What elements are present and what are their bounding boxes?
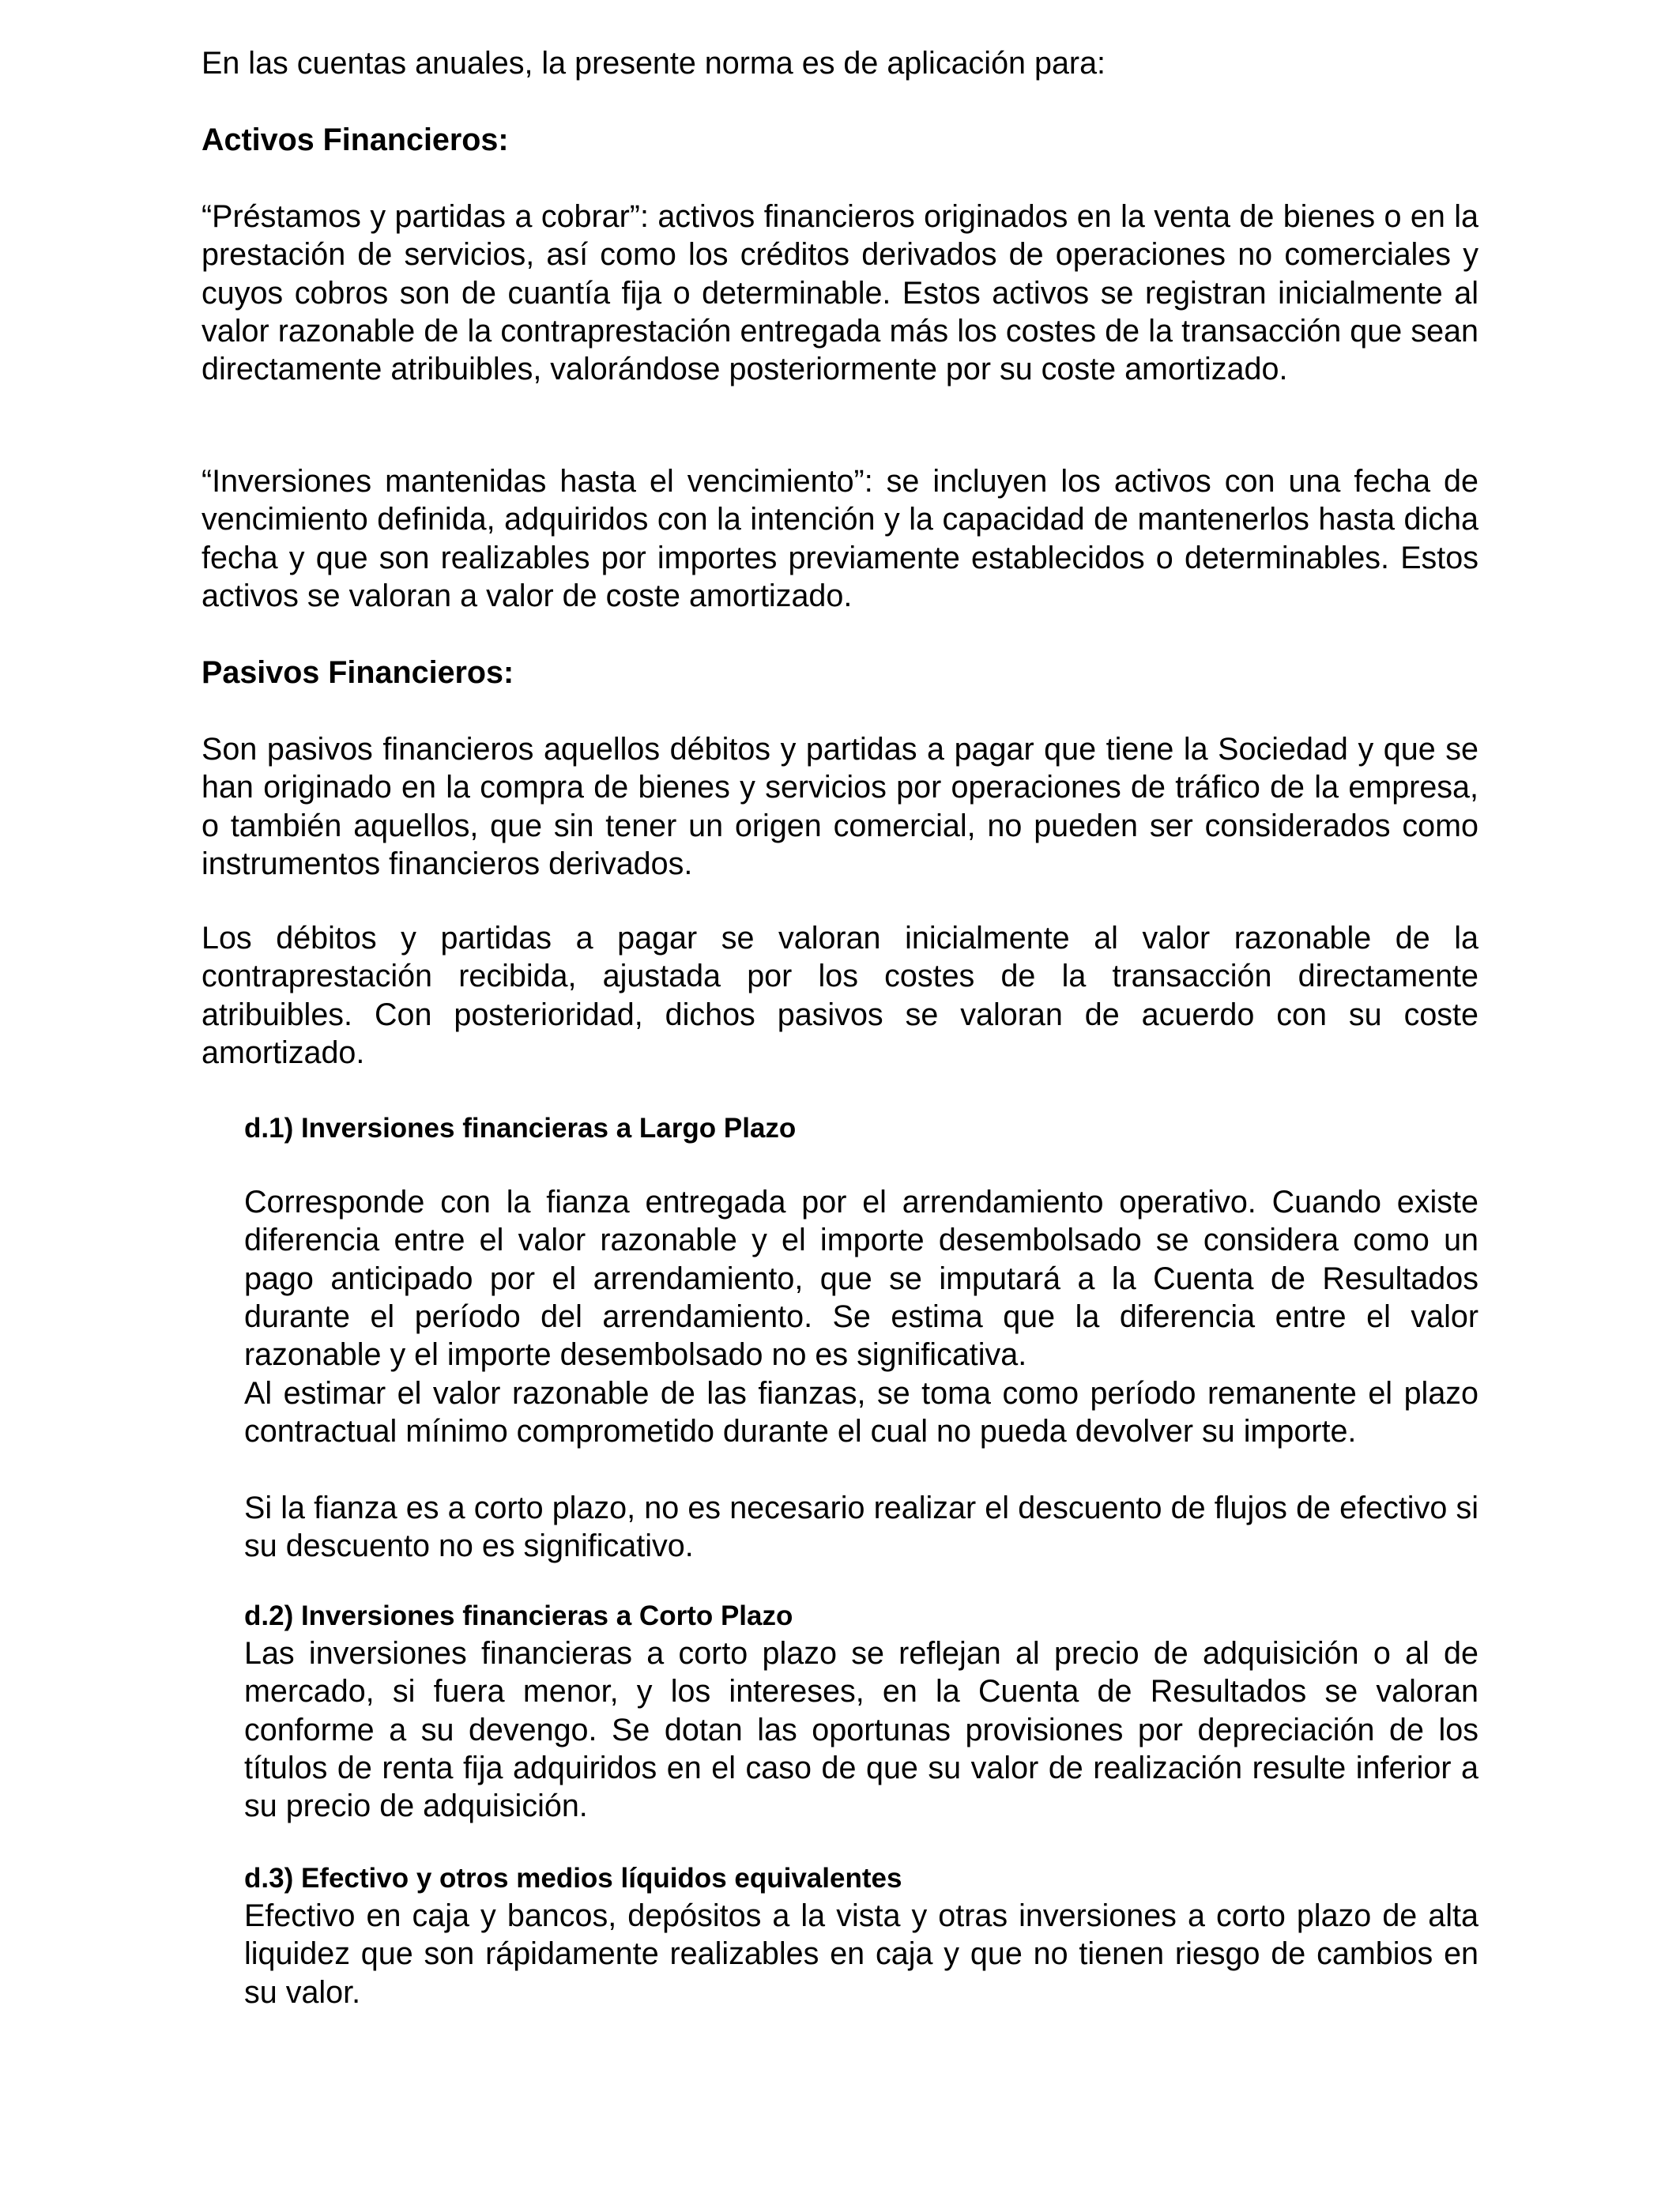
d1-paragraph-corto-plazo: Si la fianza es a corto plazo, no es necesario realizar el descuento de flujos de efectivo si su descuento no es significativo.	[244, 1491, 1478, 1564]
pasivos-heading: Pasivos Financieros:	[202, 655, 514, 690]
d2-paragraph: Las inversiones financieras a corto plazo se reflejan al precio de adquisición o al de mercado, si fuera menor, y los intereses, en la Cuenta de Resultados se valoran conforme a su devengo. Se dotan las oportunas provisiones por depreciación de los títulos de renta fija adquiridos en el caso de que su valor de realización resulte inferior a su precio de adquisición.	[244, 1636, 1478, 1824]
d3-heading: d.3) Efectivo y otros medios líquidos equivalentes	[244, 1863, 902, 1894]
activos-paragraph-inversiones: “Inversiones mantenidas hasta el vencimiento”: se incluyen los activos con una fecha de vencimiento definida, adquiridos con la intención y la capacidad de mantenerlos hasta dicha fecha y que son realizables por importes previamente establecidos o determinables. Estos activos se valoran a valor de coste amortizado.	[202, 464, 1478, 613]
d1-heading: d.1) Inversiones financieras a Largo Plazo	[244, 1113, 797, 1144]
pasivos-paragraph-definicion: Son pasivos financieros aquellos débitos y partidas a pagar que tiene la Sociedad y que se han originado en la compra de bienes y servicios por operaciones de tráfico de la empresa, o también aquellos, que sin tener un origen comercial, no pueden ser considerados como instrumentos financieros derivados.	[202, 732, 1478, 881]
d1-paragraph-valor-razonable: Al estimar el valor razonable de las fianzas, se toma como período remanente el plazo contractual mínimo comprometido durante el cual no pueda devolver su importe.	[244, 1376, 1478, 1449]
d2-heading: d.2) Inversiones financieras a Corto Plazo	[244, 1600, 793, 1631]
d3-paragraph: Efectivo en caja y bancos, depósitos a la vista y otras inversiones a corto plazo de alta liquidez que son rápidamente realizables en caja y que no tienen riesgo de cambios en su valor.	[244, 1898, 1478, 2010]
intro-text: En las cuentas anuales, la presente norma es de aplicación para:	[202, 46, 1106, 81]
activos-heading: Activos Financieros:	[202, 123, 509, 157]
d1-paragraph-fianza: Corresponde con la fianza entregada por el arrendamiento operativo. Cuando existe diferencia entre el valor razonable y el importe desembolsado se considera como un pago anticipado por el arrendamiento, que se imputará a la Cuenta de Resultados durante el período del arrendamiento. Se estima que la diferencia entre el valor razonable y el importe desembolsado no es significativa.	[244, 1185, 1478, 1373]
activos-paragraph-prestamos: “Préstamos y partidas a cobrar”: activos financieros originados en la venta de bienes o en la prestación de servicios, así como los créditos derivados de operaciones no comerciales y cuyos cobros son de cuantía fija o determinable. Estos activos se registran inicialmente al valor razonable de la contraprestación entregada más los costes de la transacción que sean directamente atribuibles, valorándose posteriormente por su coste amortizado.	[202, 199, 1478, 387]
pasivos-paragraph-valoracion: Los débitos y partidas a pagar se valoran inicialmente al valor razonable de la contraprestación recibida, ajustada por los costes de la transacción directamente atribuibles. Con posterioridad, dichos pasivos se valoran de acuerdo con su coste amortizado.	[202, 921, 1478, 1070]
